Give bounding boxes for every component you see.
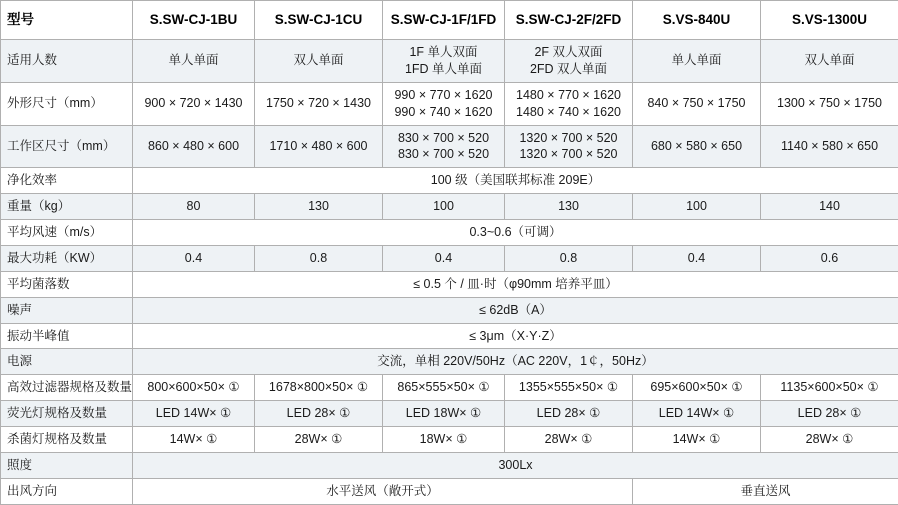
value-cell bbox=[761, 40, 898, 83]
table-row bbox=[1, 194, 898, 220]
value-cell bbox=[255, 82, 383, 125]
value-cell bbox=[633, 245, 761, 271]
row-label bbox=[1, 168, 133, 194]
cell-text bbox=[637, 431, 756, 448]
value-cell bbox=[255, 125, 383, 168]
cell-text bbox=[137, 52, 250, 69]
value-cell bbox=[505, 82, 633, 125]
cell-text bbox=[765, 431, 894, 448]
cell-line: 990 × 770 × 1620 bbox=[387, 87, 500, 104]
cell-text bbox=[637, 405, 756, 422]
cell-line: 0.4 bbox=[137, 250, 250, 267]
value-cell bbox=[255, 427, 383, 453]
cell-line: 单人单面 bbox=[137, 52, 250, 69]
cell-text bbox=[259, 138, 378, 155]
cell-text bbox=[137, 379, 250, 396]
cell-text bbox=[7, 405, 128, 422]
cell-text bbox=[509, 87, 628, 121]
cell-text bbox=[137, 95, 250, 112]
value-cell bbox=[633, 401, 761, 427]
cell-line: 28W× ① bbox=[765, 431, 894, 448]
cell-text bbox=[7, 379, 128, 396]
cell-line: 水平送风（敞开式） bbox=[137, 483, 628, 500]
value-cell bbox=[633, 478, 898, 504]
cell-text bbox=[509, 379, 628, 396]
cell-line: 695×600×50× ① bbox=[637, 379, 756, 396]
column-header-model-5 bbox=[761, 1, 898, 40]
table-row bbox=[1, 297, 898, 323]
cell-line: 高效过滤器规格及数量 bbox=[7, 379, 128, 396]
merged-value bbox=[133, 220, 898, 246]
cell-line: 最大功耗（KW） bbox=[7, 250, 128, 267]
cell-line: 外形尺寸（mm） bbox=[7, 95, 128, 112]
cell-line: 交流，单相 220V/50Hz（AC 220V，1￠，50Hz） bbox=[137, 353, 894, 370]
cell-line: 1F 单人双面 bbox=[387, 44, 500, 61]
cell-text bbox=[765, 11, 894, 29]
cell-text bbox=[137, 198, 250, 215]
cell-line: 电源 bbox=[7, 353, 128, 370]
value-cell bbox=[255, 245, 383, 271]
cell-line: 荧光灯规格及数量 bbox=[7, 405, 128, 422]
cell-line: 双人单面 bbox=[765, 52, 894, 69]
table-row bbox=[1, 82, 898, 125]
cell-text bbox=[7, 95, 128, 112]
row-label bbox=[1, 452, 133, 478]
table-row bbox=[1, 125, 898, 168]
cell-line: 80 bbox=[137, 198, 250, 215]
cell-line: 140 bbox=[765, 198, 894, 215]
cell-line: 0.4 bbox=[387, 250, 500, 267]
cell-line: S.SW-CJ-1F/1FD bbox=[387, 11, 500, 29]
table-row bbox=[1, 245, 898, 271]
cell-line: 990 × 740 × 1620 bbox=[387, 104, 500, 121]
cell-text bbox=[637, 483, 894, 500]
cell-text bbox=[637, 11, 756, 29]
table-row bbox=[1, 271, 898, 297]
cell-line: LED 14W× ① bbox=[137, 405, 250, 422]
value-cell bbox=[133, 401, 255, 427]
cell-text bbox=[7, 483, 128, 500]
row-label bbox=[1, 194, 133, 220]
cell-line: 1135×600×50× ① bbox=[765, 379, 894, 396]
table-row bbox=[1, 323, 898, 349]
cell-text bbox=[637, 138, 756, 155]
cell-text bbox=[259, 250, 378, 267]
row-label bbox=[1, 40, 133, 83]
cell-text bbox=[7, 138, 128, 155]
value-cell bbox=[761, 427, 898, 453]
row-label bbox=[1, 375, 133, 401]
value-cell bbox=[383, 40, 505, 83]
table-row bbox=[1, 349, 898, 375]
value-cell bbox=[505, 40, 633, 83]
cell-line: LED 18W× ① bbox=[387, 405, 500, 422]
cell-line: ≤ 0.5 个 / 皿·时（φ90mm 培养平皿） bbox=[137, 276, 894, 293]
cell-line: 平均菌落数 bbox=[7, 276, 128, 293]
cell-line: 1480 × 740 × 1620 bbox=[509, 104, 628, 121]
cell-text bbox=[137, 250, 250, 267]
value-cell bbox=[133, 125, 255, 168]
cell-line: LED 28× ① bbox=[765, 405, 894, 422]
cell-line: 1750 × 720 × 1430 bbox=[259, 95, 378, 112]
table-row bbox=[1, 375, 898, 401]
row-label bbox=[1, 478, 133, 504]
cell-text bbox=[7, 250, 128, 267]
cell-text bbox=[137, 405, 250, 422]
value-cell bbox=[133, 245, 255, 271]
cell-text bbox=[137, 138, 250, 155]
cell-text bbox=[387, 198, 500, 215]
cell-text bbox=[509, 250, 628, 267]
cell-text bbox=[509, 198, 628, 215]
cell-text bbox=[509, 11, 628, 29]
value-cell bbox=[633, 40, 761, 83]
cell-text bbox=[259, 405, 378, 422]
cell-line: 0.3~0.6（可调） bbox=[137, 224, 894, 241]
value-cell bbox=[505, 427, 633, 453]
cell-text bbox=[637, 95, 756, 112]
cell-line: 2FD 双人单面 bbox=[509, 61, 628, 78]
cell-line: 工作区尺寸（mm） bbox=[7, 138, 128, 155]
cell-line: 680 × 580 × 650 bbox=[637, 138, 756, 155]
cell-line: 单人单面 bbox=[637, 52, 756, 69]
row-label bbox=[1, 245, 133, 271]
cell-line: 重量（kg） bbox=[7, 198, 128, 215]
cell-text bbox=[7, 224, 128, 241]
cell-line: 840 × 750 × 1750 bbox=[637, 95, 756, 112]
cell-text bbox=[637, 250, 756, 267]
value-cell bbox=[255, 194, 383, 220]
value-cell bbox=[383, 245, 505, 271]
value-cell bbox=[383, 375, 505, 401]
cell-text bbox=[259, 11, 378, 29]
cell-line: 28W× ① bbox=[259, 431, 378, 448]
table-row bbox=[1, 168, 898, 194]
cell-line: 1678×800×50× ① bbox=[259, 379, 378, 396]
cell-text bbox=[259, 198, 378, 215]
cell-line: 0.6 bbox=[765, 250, 894, 267]
cell-text bbox=[765, 95, 894, 112]
value-cell bbox=[633, 82, 761, 125]
cell-text bbox=[137, 172, 894, 189]
column-header-model-1 bbox=[255, 1, 383, 40]
cell-text bbox=[387, 11, 500, 29]
value-cell bbox=[133, 478, 633, 504]
cell-line: 出风方向 bbox=[7, 483, 128, 500]
cell-text bbox=[509, 405, 628, 422]
cell-text bbox=[387, 431, 500, 448]
merged-value bbox=[133, 297, 898, 323]
cell-text bbox=[637, 198, 756, 215]
cell-text bbox=[137, 483, 628, 500]
cell-line: 2F 双人双面 bbox=[509, 44, 628, 61]
cell-line: 1320 × 700 × 520 bbox=[509, 130, 628, 147]
cell-line: 900 × 720 × 1430 bbox=[137, 95, 250, 112]
table-row bbox=[1, 220, 898, 246]
value-cell bbox=[383, 82, 505, 125]
value-cell bbox=[761, 125, 898, 168]
value-cell bbox=[761, 194, 898, 220]
cell-line: 860 × 480 × 600 bbox=[137, 138, 250, 155]
table-row bbox=[1, 401, 898, 427]
table-row bbox=[1, 40, 898, 83]
cell-text bbox=[387, 250, 500, 267]
cell-line: 双人单面 bbox=[259, 52, 378, 69]
cell-line: 1140 × 580 × 650 bbox=[765, 138, 894, 155]
cell-line: 300Lx bbox=[137, 457, 894, 474]
cell-text bbox=[259, 431, 378, 448]
value-cell bbox=[505, 245, 633, 271]
cell-line: S.SW-CJ-2F/2FD bbox=[509, 11, 628, 29]
value-cell bbox=[761, 245, 898, 271]
cell-text bbox=[7, 52, 128, 69]
table-row bbox=[1, 452, 898, 478]
value-cell bbox=[255, 40, 383, 83]
value-cell bbox=[761, 401, 898, 427]
cell-text bbox=[509, 130, 628, 164]
cell-text bbox=[137, 328, 894, 345]
cell-line: 800×600×50× ① bbox=[137, 379, 250, 396]
cell-line: 100 级（美国联邦标准 209E） bbox=[137, 172, 894, 189]
cell-line: 28W× ① bbox=[509, 431, 628, 448]
cell-text bbox=[137, 457, 894, 474]
column-header-model-0 bbox=[133, 1, 255, 40]
cell-line: 噪声 bbox=[7, 302, 128, 319]
cell-line: 1355×555×50× ① bbox=[509, 379, 628, 396]
cell-line: 0.4 bbox=[637, 250, 756, 267]
table-row bbox=[1, 478, 898, 504]
cell-line: 830 × 700 × 520 bbox=[387, 130, 500, 147]
value-cell bbox=[633, 427, 761, 453]
cell-text bbox=[387, 379, 500, 396]
value-cell bbox=[761, 375, 898, 401]
cell-line: 18W× ① bbox=[387, 431, 500, 448]
cell-text bbox=[387, 130, 500, 164]
cell-text bbox=[7, 328, 128, 345]
cell-text bbox=[387, 87, 500, 121]
value-cell bbox=[761, 82, 898, 125]
value-cell bbox=[505, 375, 633, 401]
cell-text bbox=[137, 276, 894, 293]
row-label bbox=[1, 271, 133, 297]
cell-text bbox=[7, 11, 128, 29]
cell-text bbox=[7, 302, 128, 319]
cell-line: 14W× ① bbox=[137, 431, 250, 448]
cell-text bbox=[387, 44, 500, 78]
value-cell bbox=[505, 125, 633, 168]
column-header-model-4 bbox=[633, 1, 761, 40]
merged-value bbox=[133, 323, 898, 349]
row-label bbox=[1, 427, 133, 453]
cell-line: 130 bbox=[509, 198, 628, 215]
value-cell bbox=[383, 125, 505, 168]
cell-line: 杀菌灯规格及数量 bbox=[7, 431, 128, 448]
cell-text bbox=[7, 353, 128, 370]
cell-line: 振动半峰值 bbox=[7, 328, 128, 345]
row-label bbox=[1, 220, 133, 246]
row-label bbox=[1, 401, 133, 427]
cell-text bbox=[137, 431, 250, 448]
cell-text bbox=[7, 198, 128, 215]
cell-line: 0.8 bbox=[509, 250, 628, 267]
cell-text bbox=[765, 379, 894, 396]
cell-text bbox=[387, 405, 500, 422]
value-cell bbox=[255, 401, 383, 427]
value-cell bbox=[633, 125, 761, 168]
merged-value bbox=[133, 168, 898, 194]
cell-line: LED 28× ① bbox=[259, 405, 378, 422]
cell-line: 照度 bbox=[7, 457, 128, 474]
cell-line: 865×555×50× ① bbox=[387, 379, 500, 396]
row-label bbox=[1, 323, 133, 349]
row-label bbox=[1, 297, 133, 323]
merged-value bbox=[133, 271, 898, 297]
cell-text bbox=[137, 224, 894, 241]
value-cell bbox=[383, 401, 505, 427]
cell-text bbox=[765, 198, 894, 215]
value-cell bbox=[505, 401, 633, 427]
cell-line: 130 bbox=[259, 198, 378, 215]
cell-line: LED 14W× ① bbox=[637, 405, 756, 422]
cell-line: 型号 bbox=[7, 11, 128, 29]
cell-text bbox=[7, 172, 128, 189]
cell-text bbox=[137, 353, 894, 370]
cell-text bbox=[137, 302, 894, 319]
cell-text bbox=[765, 52, 894, 69]
cell-line: 1FD 单人单面 bbox=[387, 61, 500, 78]
cell-line: 0.8 bbox=[259, 250, 378, 267]
cell-line: 100 bbox=[387, 198, 500, 215]
cell-line: S.VS-1300U bbox=[765, 11, 894, 29]
cell-text bbox=[637, 52, 756, 69]
value-cell bbox=[383, 194, 505, 220]
cell-text bbox=[259, 379, 378, 396]
header-label bbox=[1, 1, 133, 40]
cell-line: 1710 × 480 × 600 bbox=[259, 138, 378, 155]
cell-text bbox=[7, 431, 128, 448]
cell-line: 净化效率 bbox=[7, 172, 128, 189]
cell-line: S.SW-CJ-1BU bbox=[137, 11, 250, 29]
cell-line: 830 × 700 × 520 bbox=[387, 146, 500, 163]
cell-text bbox=[137, 11, 250, 29]
value-cell bbox=[633, 194, 761, 220]
column-header-model-2 bbox=[383, 1, 505, 40]
column-header-model-3 bbox=[505, 1, 633, 40]
value-cell bbox=[255, 375, 383, 401]
value-cell bbox=[133, 194, 255, 220]
value-cell bbox=[133, 40, 255, 83]
value-cell bbox=[383, 427, 505, 453]
table-row bbox=[1, 427, 898, 453]
cell-line: 1300 × 750 × 1750 bbox=[765, 95, 894, 112]
cell-text bbox=[259, 95, 378, 112]
merged-value bbox=[133, 349, 898, 375]
cell-text bbox=[259, 52, 378, 69]
cell-text bbox=[765, 138, 894, 155]
value-cell bbox=[133, 82, 255, 125]
cell-line: ≤ 62dB（A） bbox=[137, 302, 894, 319]
cell-line: 100 bbox=[637, 198, 756, 215]
value-cell bbox=[133, 427, 255, 453]
table-header-row bbox=[1, 1, 898, 40]
cell-text bbox=[509, 44, 628, 78]
cell-line: 1480 × 770 × 1620 bbox=[509, 87, 628, 104]
value-cell bbox=[633, 375, 761, 401]
cell-line: 平均风速（m/s） bbox=[7, 224, 128, 241]
cell-line: 14W× ① bbox=[637, 431, 756, 448]
cell-line: 垂直送风 bbox=[637, 483, 894, 500]
cell-text bbox=[765, 250, 894, 267]
cell-text bbox=[509, 431, 628, 448]
row-label bbox=[1, 349, 133, 375]
row-label bbox=[1, 125, 133, 168]
value-cell bbox=[133, 375, 255, 401]
cell-line: S.VS-840U bbox=[637, 11, 756, 29]
cell-text bbox=[7, 276, 128, 293]
merged-value bbox=[133, 452, 898, 478]
cell-line: ≤ 3μm（X·Y·Z） bbox=[137, 328, 894, 345]
cell-text bbox=[765, 405, 894, 422]
cell-line: 1320 × 700 × 520 bbox=[509, 146, 628, 163]
cell-text bbox=[637, 379, 756, 396]
cell-text bbox=[7, 457, 128, 474]
value-cell bbox=[505, 194, 633, 220]
cell-line: LED 28× ① bbox=[509, 405, 628, 422]
row-label bbox=[1, 82, 133, 125]
cell-line: 适用人数 bbox=[7, 52, 128, 69]
cell-line: S.SW-CJ-1CU bbox=[259, 11, 378, 29]
